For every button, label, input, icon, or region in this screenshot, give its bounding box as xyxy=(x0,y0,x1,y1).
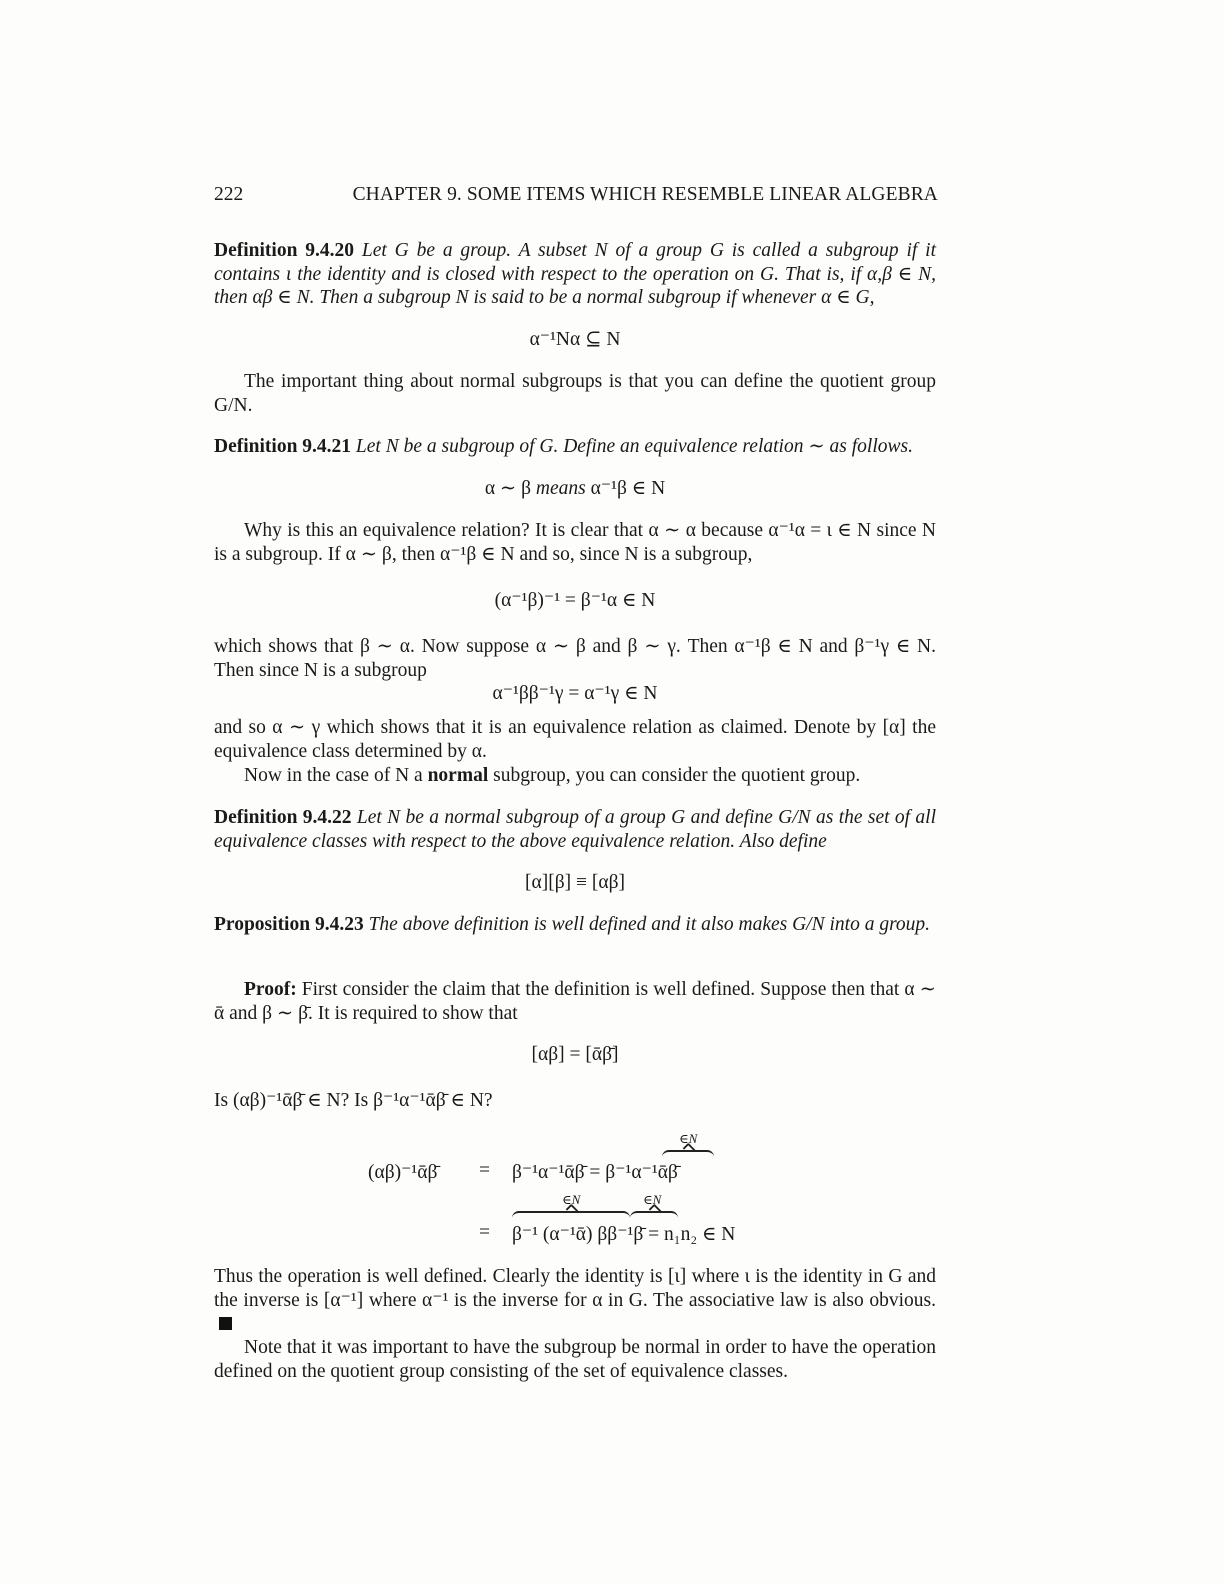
relation-right: α⁻¹β ∈ N xyxy=(590,478,666,499)
proof-closing xyxy=(214,1265,936,1336)
display-normal-condition: α⁻¹Nα ⊆ N xyxy=(529,329,621,350)
definition-9-4-20 xyxy=(214,239,936,310)
paragraph-normal-case xyxy=(214,764,936,788)
definition-label: Definition 9.4.22 xyxy=(214,807,352,828)
paragraph-why-equivalence: Why is this an equivalence relation? It is clear that α ∼ α because α⁻¹α = ι ∈ N since N is a subgroup. If α ∼ β, then α⁻¹β ∈ N and so, since N is a subgroup, xyxy=(214,520,936,565)
proposition-text: The above definition is well defined and it also makes G/N into a group. xyxy=(368,914,931,935)
page-number: 222 xyxy=(214,184,244,205)
equation-lhs: (αβ)⁻¹ᾱβ̄ xyxy=(368,1162,438,1183)
qed-square-icon xyxy=(219,1317,232,1330)
display-equivalence-relation xyxy=(214,477,936,501)
equation-row-2: β⁻¹ (α⁻¹ᾱ) ββ⁻¹β̄ = n₁n₂ ∈ N xyxy=(512,1224,736,1245)
proof-label: Proof: xyxy=(244,979,297,1000)
display-inverse: (α⁻¹β)⁻¹ = β⁻¹α ∈ N xyxy=(494,590,656,611)
definition-text: Let N be a normal subgroup of a group G and define G/N as the set of all equivalence classes with respect to the above equivalence relation. Also define xyxy=(214,807,937,852)
paragraph-symmetry-transitivity: which shows that β ∼ α. Now suppose α ∼ β and β ∼ γ. Then α⁻¹β ∈ N and β⁻¹γ ∈ N. Then since N is a subgroup xyxy=(214,636,936,681)
brace-annotation: ∈N xyxy=(679,1131,698,1146)
brace-annotation: ∈N xyxy=(562,1192,581,1207)
running-header xyxy=(214,184,938,210)
closing-text: Thus the operation is well defined. Clearly the identity is [ι] where ι is the identity in G and the inverse is [α⁻¹] where α⁻¹ is the inverse for α in G. The associative law is also obvious. xyxy=(214,1266,936,1311)
proof-question: Is (αβ)⁻¹ᾱβ̄ ∈ N? Is β⁻¹α⁻¹ᾱβ̄ ∈ N? xyxy=(214,1090,493,1111)
proof-text: First consider the claim that the definition is well defined. Suppose then that α ∼ ᾱ and β ∼ β̄. It is required to show that xyxy=(214,979,936,1024)
definition-9-4-22 xyxy=(214,806,936,853)
equation-row-1: β⁻¹α⁻¹ᾱβ̄ = β⁻¹α⁻¹ᾱβ̄ xyxy=(512,1162,678,1183)
paragraph-and-so: and so α ∼ γ which shows that it is an equivalence relation as claimed. Denote by [α] the equivalence class determined by α. xyxy=(214,717,936,762)
relation-left: α ∼ β xyxy=(484,478,532,499)
definition-text: Let G be a group. A subset N of a group G is called a subgroup if it contains ι the identity and is closed with respect to the operation on G. That is, if α,β ∈ N, then αβ ∈ N. Then a subgroup N is said to be a normal subgroup if whenever α ∈ G, xyxy=(214,240,937,309)
paragraph-quotient-intro: The important thing about normal subgroups is that you can define the quotient group G/N. xyxy=(214,371,936,416)
definition-text: Let N be a subgroup of G. Define an equivalence relation ∼ as follows. xyxy=(355,436,913,457)
definition-9-4-21 xyxy=(214,435,936,459)
relation-means: means xyxy=(535,478,586,499)
chapter-title: CHAPTER 9. SOME ITEMS WHICH RESEMBLE LINEAR ALGEBRA xyxy=(352,184,938,205)
proposition-label: Proposition 9.4.23 xyxy=(214,914,364,935)
paragraph-final-note: Note that it was important to have the subgroup be normal in order to have the operation defined on the quotient group consisting of the set of equivalence classes. xyxy=(214,1337,936,1382)
display-transitivity: α⁻¹ββ⁻¹γ = α⁻¹γ ∈ N xyxy=(492,683,658,704)
proof-opening xyxy=(214,978,936,1025)
normal-case-pre: Now in the case of N a xyxy=(244,765,423,786)
normal-case-post: subgroup, you can consider the quotient group. xyxy=(493,765,861,786)
normal-case-bold: normal xyxy=(427,765,489,786)
proposition-9-4-23 xyxy=(214,913,936,937)
definition-label: Definition 9.4.20 xyxy=(214,240,355,261)
definition-label: Definition 9.4.21 xyxy=(214,436,352,457)
equals-sign: = xyxy=(479,1160,490,1181)
display-product-definition: [α][β] ≡ [αβ] xyxy=(525,872,625,893)
brace-annotation: ∈N xyxy=(643,1192,662,1207)
equals-sign: = xyxy=(479,1222,490,1243)
display-well-defined-goal: [αβ] = [ᾱβ̄] xyxy=(531,1044,619,1065)
